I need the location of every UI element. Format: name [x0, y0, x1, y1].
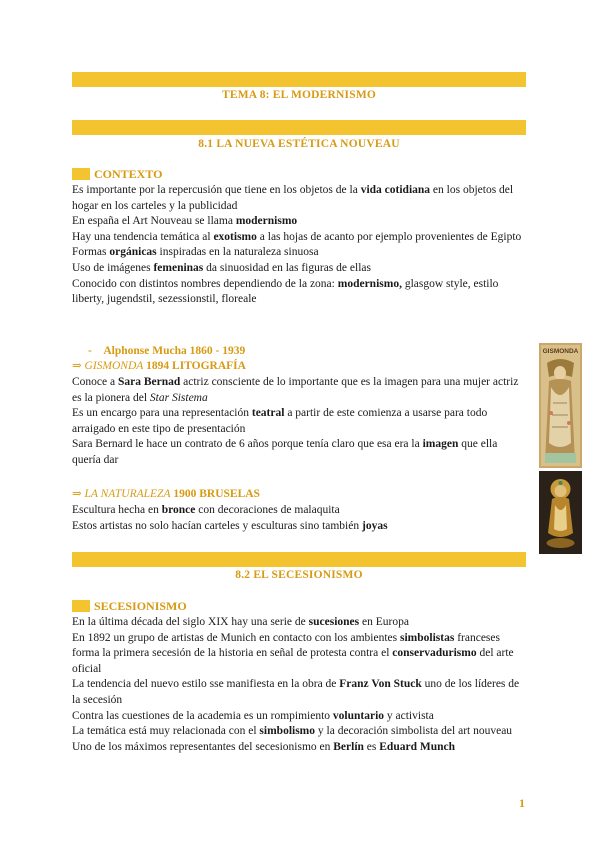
naturaleza-paragraphs: [72, 503, 528, 534]
secesionismo-paragraphs: [72, 615, 528, 755]
contexto-line: Formas orgánicas inspiradas en la naturaleza sinuosa: [72, 246, 319, 259]
secesionismo-line: La tendencia del nuevo estilo sse manifiesta en la obra de Franz Von Stuck uno de los líderes de la secesión: [72, 678, 520, 706]
heading-marker: [72, 168, 90, 180]
arrow-icon: ⇒: [72, 488, 82, 500]
title-bar: [72, 72, 526, 87]
section1-bar: [72, 120, 526, 135]
contexto-heading: CONTEXTO: [72, 167, 162, 182]
heading-marker: [72, 600, 90, 612]
arrow-icon: ⇒: [72, 360, 82, 372]
secesionismo-heading: SECESIONISMO: [72, 599, 187, 614]
secesionismo-line: Uno de los máximos representantes del secesionismo en Berlín es Eduard Munch: [72, 740, 455, 753]
naturaleza-line: Estos artistas no solo hacían carteles y esculturas sino también joyas: [72, 519, 388, 532]
page-title: TEMA 8: EL MODERNISMO: [221, 89, 377, 101]
contexto-line: Es importante por la repercusión que tiene en los objetos de la vida cotidiana en los objetos del hogar en los carteles y la publicidad: [72, 184, 514, 212]
la-naturaleza-sculpture-image: [539, 471, 582, 554]
svg-text:GISMONDA: GISMONDA: [542, 348, 579, 355]
section2-bar: [72, 552, 526, 567]
mucha-line: Sara Bernard le hace un contrato de 6 años porque tenía claro que esa era la imagen que ella quería dar: [72, 438, 498, 466]
contexto-line: En españa el Art Nouveau se llama modernismo: [72, 215, 298, 228]
secesionismo-line: En 1892 un grupo de artistas de Munich en contacto con los ambientes simbolistas franceses forma la primera secesión de la historia en señal de protesta contra el conservadurismo del arte oficial: [72, 631, 514, 675]
page-number: 1: [519, 796, 525, 810]
naturaleza-line: Escultura hecha en bronce con decoraciones de malaquita: [72, 504, 340, 516]
naturaleza-heading: ⇒ LA NATURALEZA 1900 BRUSELAS: [72, 488, 260, 500]
contexto-line: Hay una tendencia temática al exotismo a las hojas de acanto por ejemplo provenientes de Egipto: [72, 230, 522, 243]
contexto-line: Uso de imágenes femeninas da sinuosidad en las figuras de ellas: [72, 261, 371, 274]
mucha-paragraphs: [72, 375, 520, 469]
gismonda-heading: ⇒ GISMONDA 1894 LITOGRAFÍA: [72, 360, 246, 372]
section1-title: 8.1 LA NUEVA ESTÉTICA NOUVEAU: [198, 138, 400, 150]
secesionismo-line: La temática está muy relacionada con el simbolismo y la decoración simbolista del art nouveau: [72, 725, 513, 738]
secesionismo-line: Contra las cuestiones de la academia es un rompimiento voluntario y activista: [72, 709, 434, 722]
section2-title: 8.2 EL SECESIONISMO: [235, 569, 363, 581]
gismonda-poster-image: [539, 343, 582, 468]
secesionismo-line: En la última década del siglo XIX hay una serie de sucesiones en Europa: [72, 616, 409, 628]
mucha-line: Es un encargo para una representación teatral a partir de este comienza a usarse para todo arraigado en este tipo de presentación: [72, 407, 488, 435]
mucha-line: Conoce a Sara Bernad actriz consciente de lo importante que es la imagen para una mujer actriz es la pionera del Star Sistema: [72, 376, 519, 404]
mucha-heading: - Alphonse Mucha 1860 - 1939: [88, 345, 246, 357]
contexto-line: Conocido con distintos nombres dependiendo de la zona: modernismo, glasgow style, estilo liberty, jugendstil, sezessionstil, floreale: [72, 277, 499, 306]
contexto-paragraphs: [72, 183, 528, 308]
